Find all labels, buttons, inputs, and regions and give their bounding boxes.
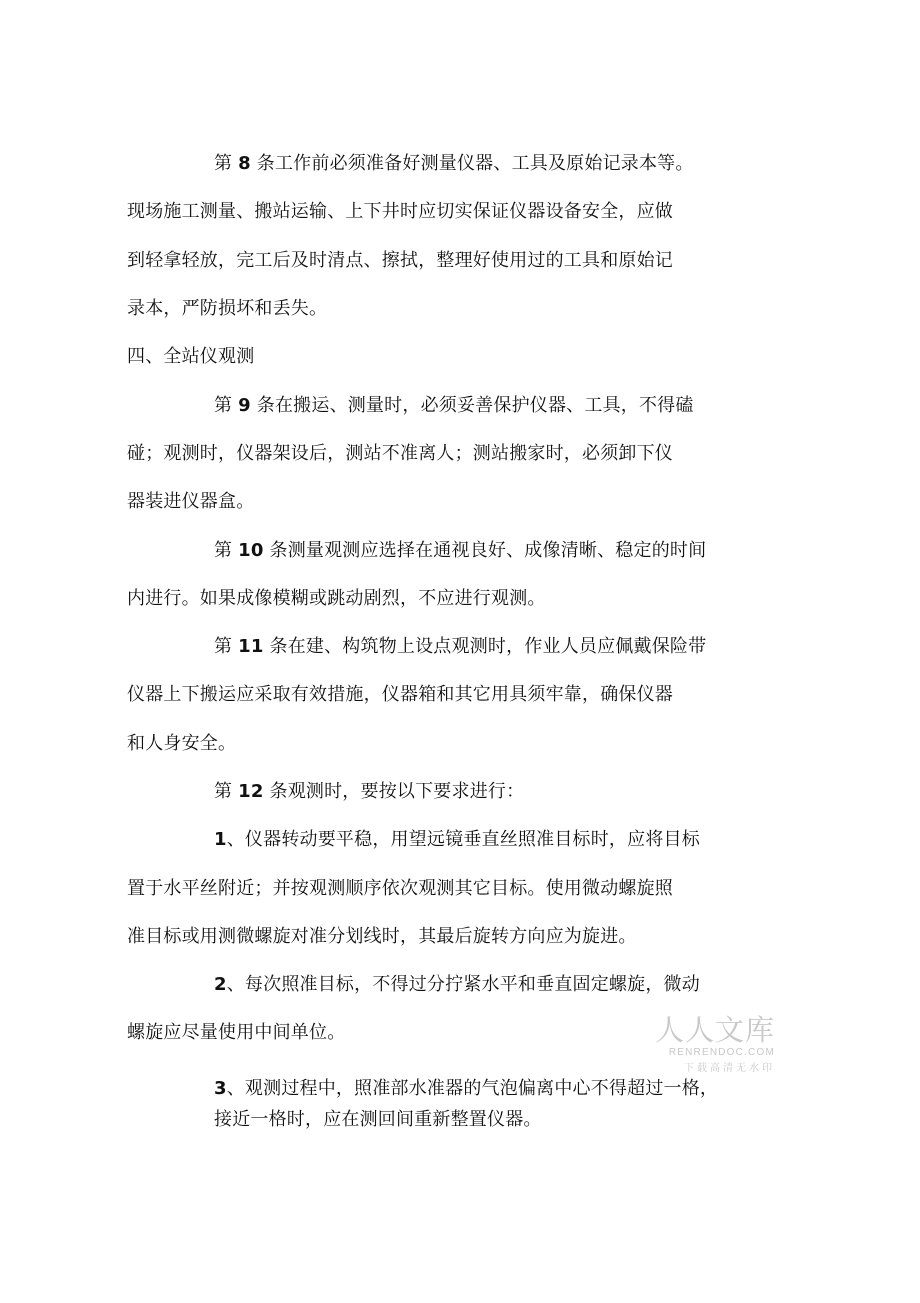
item-3-line-1	[214, 1077, 718, 1101]
item-1-line-1	[214, 828, 700, 852]
article-number: 8	[238, 153, 251, 174]
article-text: 条观测时，要按以下要求进行：	[263, 781, 525, 802]
article-number: 11	[238, 636, 264, 657]
item-3-line-2: 接近一格时，应在测回间重新整置仪器。	[214, 1109, 542, 1130]
article-8-line-4: 录本，严防损坏和丢失。	[127, 298, 328, 319]
item-1-line-2: 置于水平丝附近；并按观测顺序依次观测其它目标。使用微动螺旋照	[127, 878, 673, 899]
article-prefix: 第	[214, 636, 239, 657]
article-number: 12	[238, 781, 264, 802]
article-12-line-1	[214, 780, 524, 804]
item-text: 、观测过程中，照准部水准器的气泡偏离中心不得超过一格，	[226, 1078, 719, 1099]
article-9-line-1	[214, 394, 694, 418]
item-text: 、仪器转动要平稳，用望远镜垂直丝照准目标时，应将目标	[226, 829, 700, 850]
watermark-domain: RENRENDOC.COM	[668, 1047, 775, 1058]
item-2-line-2: 螺旋应尽量使用中间单位。	[127, 1022, 346, 1043]
article-text: 条在搬运、测量时，必须妥善保护仪器、工具，不得磕	[250, 395, 694, 416]
article-10-line-2: 内进行。如果成像模糊或跳动剧烈，不应进行观测。	[127, 588, 546, 609]
item-1-line-3: 准目标或用测微螺旋对准分划线时，其最后旋转方向应为旋进。	[127, 926, 637, 947]
article-10-line-1	[214, 539, 706, 563]
article-9-line-3: 器装进仪器盒。	[127, 491, 255, 512]
article-11-line-3: 和人身安全。	[127, 733, 237, 754]
item-number: 2	[214, 974, 227, 995]
item-number: 1	[214, 829, 227, 850]
article-number: 9	[238, 395, 251, 416]
article-8-line-3: 到轻拿轻放，完工后及时清点、擦拭，整理好使用过的工具和原始记	[127, 250, 673, 271]
item-text: 、每次照准目标，不得过分拧紧水平和垂直固定螺旋，微动	[226, 974, 700, 995]
article-prefix: 第	[214, 781, 239, 802]
article-11-line-2: 仪器上下搬运应采取有效措施，仪器箱和其它用具须牢靠，确保仪器	[127, 684, 673, 705]
item-number: 3	[214, 1078, 227, 1099]
article-9-line-2: 碰；观测时，仪器架设后，测站不准离人；测站搬家时，必须卸下仪	[127, 443, 673, 464]
article-text: 条工作前必须准备好测量仪器、工具及原始记录本等。	[250, 153, 694, 174]
watermark-logo	[640, 1014, 775, 1080]
article-number: 10	[238, 540, 264, 561]
item-2-line-1	[214, 973, 700, 997]
watermark-title: 人人文库	[654, 1013, 775, 1047]
article-11-line-1	[214, 635, 706, 659]
article-8-line-1	[214, 152, 694, 176]
article-prefix: 第	[214, 540, 239, 561]
article-text: 条测量观测应选择在通视良好、成像清晰、稳定的时间	[263, 540, 707, 561]
article-8-line-2: 现场施工测量、搬站运输、上下井时应切实保证仪器设备安全，应做	[127, 201, 673, 222]
article-prefix: 第	[214, 153, 239, 174]
article-prefix: 第	[214, 395, 239, 416]
article-text: 条在建、构筑物上设点观测时，作业人员应佩戴保险带	[263, 636, 707, 657]
section-heading-4: 四、全站仪观测	[127, 346, 255, 367]
watermark-slogan: 下载高清无水印	[684, 1063, 775, 1074]
